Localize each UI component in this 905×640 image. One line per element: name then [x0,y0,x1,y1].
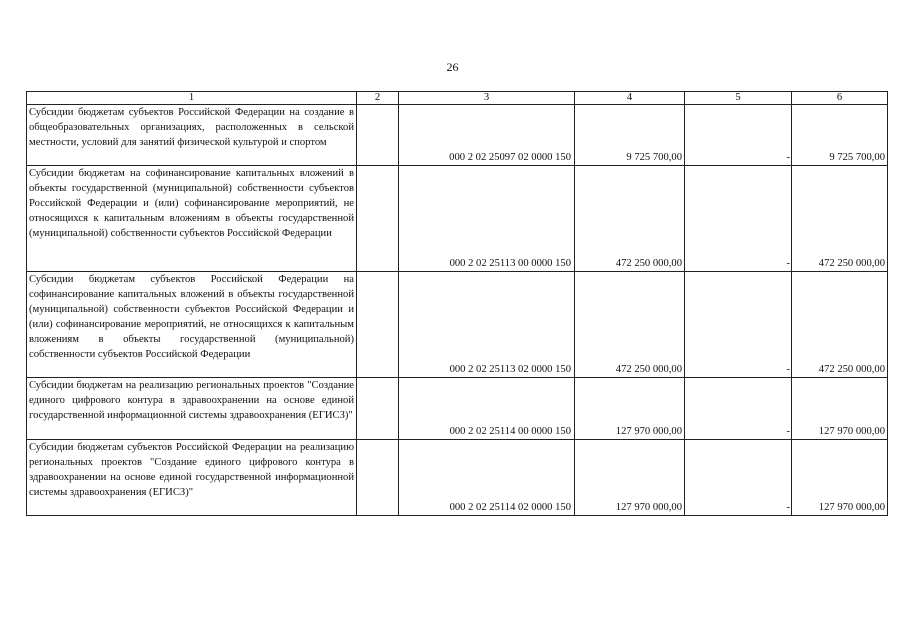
row-total: 472 250 000,00 [792,272,888,378]
table-row [27,105,888,166]
row-col5: - [685,378,792,440]
row-code: 000 2 02 25113 00 0000 150 [399,166,575,272]
row-total: 472 250 000,00 [792,166,888,272]
row-amount: 127 970 000,00 [575,378,685,440]
row-amount: 472 250 000,00 [575,166,685,272]
row-code: 000 2 02 25113 02 0000 150 [399,272,575,378]
row-code: 000 2 02 25097 02 0000 150 [399,105,575,166]
table-row [27,272,888,378]
row-amount: 9 725 700,00 [575,105,685,166]
row-code: 000 2 02 25114 02 0000 150 [399,440,575,516]
row-description: Субсидии бюджетам на софинансирование капитальных вложений в объекты государственной (муниципальной) собственности субъектов Российской Федерации и (или) софинансирование мероприятий, не относящихся к капитальным вложениям в объекты государственной (муниципальной) собственности субъектов Российской Федерации [27,166,357,272]
table-row [27,378,888,440]
row-total: 127 970 000,00 [792,378,888,440]
table-row [27,440,888,516]
table-header-row [27,92,888,105]
row-col5: - [685,166,792,272]
column-header: 6 [792,92,888,105]
row-col2 [357,272,399,378]
budget-table [26,91,888,516]
row-col2 [357,105,399,166]
row-description: Субсидии бюджетам субъектов Российской Федерации на создание в общеобразовательных организациях, расположенных в сельской местности, условий для занятий физической культурой и спортом [27,105,357,166]
row-amount: 472 250 000,00 [575,272,685,378]
row-description: Субсидии бюджетам на реализацию региональных проектов "Создание единого цифрового контура в здравоохранении на основе единой государственной информационной системы здравоохранения (ЕГИСЗ)" [27,378,357,440]
row-description: Субсидии бюджетам субъектов Российской Федерации на реализацию региональных проектов "Создание единого цифрового контура в здравоохранении на основе единой государственной информационной системы здравоохранения (ЕГИСЗ)" [27,440,357,516]
column-header: 5 [685,92,792,105]
row-col2 [357,440,399,516]
row-code: 000 2 02 25114 00 0000 150 [399,378,575,440]
column-header: 2 [357,92,399,105]
row-col5: - [685,272,792,378]
row-total: 9 725 700,00 [792,105,888,166]
column-header: 4 [575,92,685,105]
row-amount: 127 970 000,00 [575,440,685,516]
page-number: 26 [446,60,459,74]
row-col5: - [685,105,792,166]
row-description: Субсидии бюджетам субъектов Российской Федерации на софинансирование капитальных вложений в объекты государственной (муниципальной) собственности субъектов Российской Федерации и (или) софинансирование мероприятий, не относящихся к капитальным вложениям в объекты государственной (муниципальной) собственности субъектов Российской Федерации [27,272,357,378]
table-row [27,166,888,272]
row-col2 [357,166,399,272]
row-col5: - [685,440,792,516]
row-col2 [357,378,399,440]
row-total: 127 970 000,00 [792,440,888,516]
column-header: 1 [27,92,357,105]
column-header: 3 [399,92,575,105]
